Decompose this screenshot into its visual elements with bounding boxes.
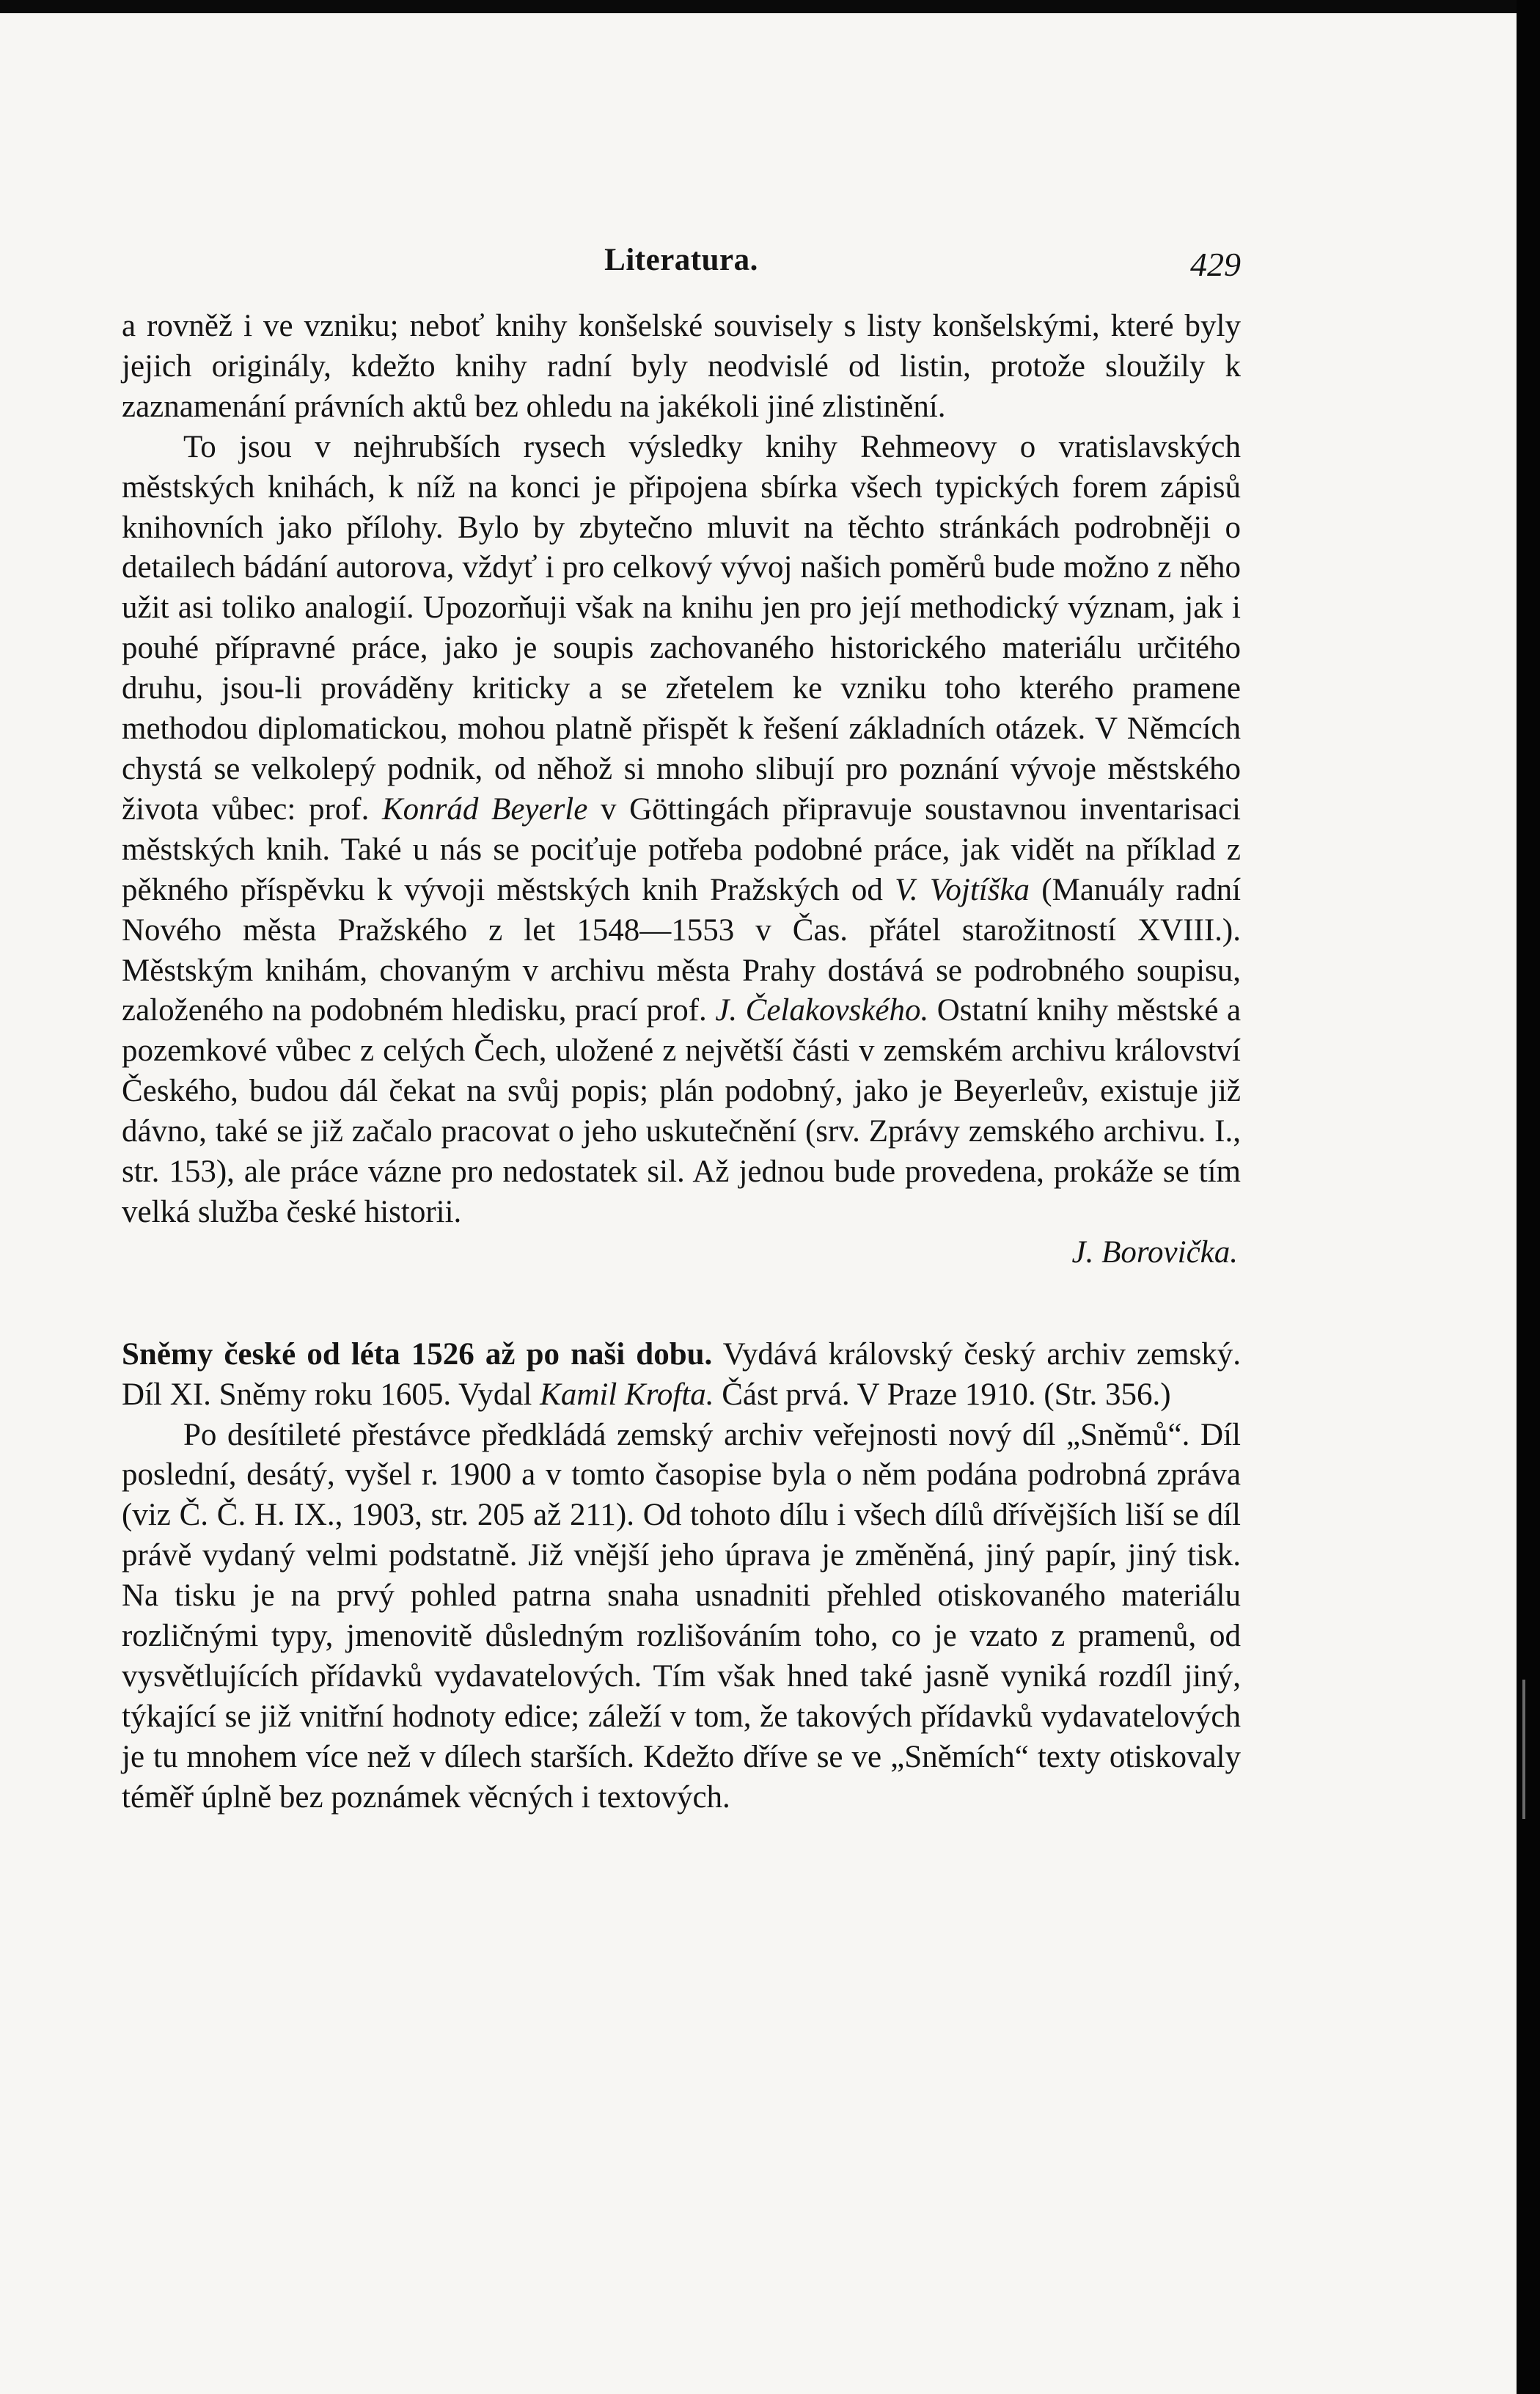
paragraph-rehme-review (122, 428, 1241, 1233)
section-gap (122, 1273, 1241, 1335)
page-number: 429 (1190, 246, 1241, 283)
person-name: V. Vojtíška (895, 872, 1030, 907)
text-run: Část prvá. V Praze 1910. (Str. 356.) (722, 1377, 1171, 1412)
person-name: J. Čelakovského. (715, 993, 929, 1028)
review-title: Sněmy české od léta 1526 až po naši dobu. (122, 1336, 713, 1372)
scan-border-top (0, 0, 1517, 13)
text-run: (Manuály radní Nového města Pražského z let 1548—1553 v Čas. přátel starožitností XVIII.). Městským knihám, chovaným v archivu města Prahy dostává se podrobného soupisu, založeného na podobném hledisku, prací prof. (122, 872, 1242, 1028)
paragraph-snemy-review: Po desítileté přestávce předkládá zemský archiv veřejnosti nový díl „Sněmů“. Díl poslední, desátý, vyšel r. 1900 a v tomto časopise byla o něm podána podrobná zpráva (viz Č. Č. H. IX., 1903, str. 205 až 211). Od tohoto dílu i všech dílů dřívějších liší se díl právě vydaný velmi podstatně. Již vnější jeho úprava je změněná, jiný papír, jiný tisk. Na tisku je na prvý pohled patrna snaha usnadniti přehled otiskovaného materiálu rozličnými typy, jmenovitě důsledným rozlišováním toho, co je vzato z pramenů, od vysvětlujících přídavků vydavatelových. Tím však hned také jasně vyniká rozdíl jiný, týkající se již vnitřní hodnoty edice; záleží v tom, že takových přídavků vydavatelových je tu mnohem více než v dílech starších. Kdežto dříve se ve „Sněmích“ texty otiskovaly téměř úplně bez poznámek věcných i textových. (122, 1417, 1241, 1815)
text-run: To jsou v nejhrubších rysech výsledky knihy Rehmeovy o vratislavských městských knihách, k níž na konci je připojena sbírka všech typických forem zápisů knihovních jako přílohy. Bylo by zbytečno mluvit na těchto stránkách podrobněji o detailech bádání autorova, vždyť i pro celkový vývoj našich poměrů bude možno z něho užit asi toliko analogií. Upozorňuji však na knihu jen pro její methodický význam, jak i pouhé přípravné práce, jako je soupis zachovaného historického materiálu určitého druhu, jsou-li prováděny kriticky a se zřetelem ke vzniku toho kterého pramene methodou diplomatickou, mohou platně přispět k řešení základních otázek. V Němcích chystá se velkolepý podnik, od něhož si mnoho slibují pro poznání vývoje městského života vůbec: prof. (122, 429, 1241, 827)
paragraph-continuation: a rovněž i ve vzniku; neboť knihy konšelské souvisely s listy konšelskými, které byly jejich originály, kdežto knihy radní byly neodvislé od listin, protože sloužily k zaznamenání právních aktů bez ohledu na jakékoli jiné zlistinění. (122, 309, 1241, 424)
page-header (122, 242, 1241, 293)
editor-name: Kamil Krofta. (540, 1377, 714, 1412)
scan-edge-mark (1522, 1680, 1525, 1819)
author-signature: J. Borovička. (1071, 1234, 1238, 1270)
body-text (122, 307, 1241, 1818)
running-title: Literatura. (604, 243, 758, 277)
text-run: Vydává královský český archiv zemský. Díl XI. Sněmy roku 1605. Vydal (122, 1336, 1241, 1412)
text-run: Ostatní knihy městské a pozemkové vůbec z celých Čech, uložené z největší části v zemském archivu království Českého, budou dál čekat na svůj popis; plán podobný, jako je Beyerleův, existuje již dávno, také se již začalo pracovat o jeho uskutečnění (srv. Zprávy zemského archivu. I., str. 153), ale práce vázne pro nedostatek sil. Až jednou bude provedena, prokáže se tím velká služba české historii. (122, 993, 1242, 1229)
scan-border-right (1517, 0, 1540, 2394)
person-name: Konrád Beyerle (382, 791, 588, 827)
text-run: v Göttingách připravuje soustavnou inventarisaci městských knih. Také u nás se pociťuje potřeba podobné práce, jak vidět na příklad z pěkného příspěvku k vývoji městských knih Pražských od (122, 791, 1241, 907)
review-heading-paragraph (122, 1335, 1241, 1416)
